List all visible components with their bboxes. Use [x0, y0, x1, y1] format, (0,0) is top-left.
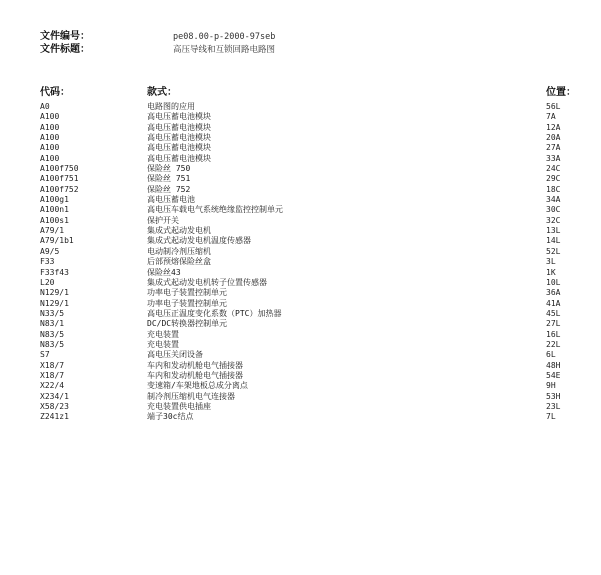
column-header-description: 款式：	[147, 87, 177, 98]
row-position: 53H	[546, 391, 561, 401]
list-item	[0, 392, 601, 402]
list-item	[0, 216, 601, 226]
row-code: A100	[40, 133, 60, 143]
row-position: 22L	[546, 339, 561, 349]
row-code: A100n1	[40, 205, 69, 215]
row-description: 保护开关	[147, 215, 179, 225]
list-item	[0, 143, 601, 153]
row-code: N83/5	[40, 329, 65, 339]
row-position: 9H	[546, 381, 556, 391]
row-description: 集成式起动发电机	[147, 226, 211, 236]
doc-number-row	[40, 31, 380, 43]
row-description: 车内和发动机舱电气插接器	[147, 360, 243, 370]
row-position: 1K	[546, 267, 556, 277]
row-code: Z241z1	[40, 412, 69, 422]
row-position: 13L	[546, 226, 561, 236]
row-code: X18/7	[40, 370, 65, 380]
row-description: 高电压蓄电池模块	[147, 133, 211, 143]
list-item	[0, 247, 601, 257]
column-header-position: 位置：	[546, 87, 576, 98]
list-item	[0, 205, 601, 215]
list-item	[0, 288, 601, 298]
column-header-code: 代码：	[40, 87, 70, 98]
row-position: 20A	[546, 133, 561, 143]
list-item	[0, 174, 601, 184]
row-position: 45L	[546, 308, 561, 318]
row-position: 54E	[546, 370, 561, 380]
row-code: L20	[40, 277, 55, 287]
row-description: 充电装置	[147, 339, 179, 349]
row-code: X18/7	[40, 360, 65, 370]
row-description: DC/DC转换器控制单元	[147, 319, 228, 329]
row-description: 高电压蓄电池模块	[147, 153, 211, 163]
row-position: 33A	[546, 153, 561, 163]
list-item	[0, 236, 601, 246]
row-description: 后部预熔保险丝盒	[147, 257, 211, 267]
row-description: 车内和发动机舱电气插接器	[147, 370, 243, 380]
row-position: 56L	[546, 102, 561, 111]
row-position: 30C	[546, 205, 561, 215]
list-item	[0, 319, 601, 329]
row-position: 27A	[546, 143, 561, 153]
parts-list	[0, 102, 601, 423]
row-description: 高电压蓄电池模块	[147, 143, 211, 153]
row-description: 高电压蓄电池模块	[147, 122, 211, 132]
row-position: 12A	[546, 122, 561, 132]
list-item	[0, 185, 601, 195]
row-description: 充电装置供电插座	[147, 401, 211, 411]
row-description: 高电压车载电气系统绝缘监控控制单元	[147, 205, 283, 215]
row-position: 10L	[546, 277, 561, 287]
row-code: A100	[40, 153, 60, 163]
row-position: 7A	[546, 112, 556, 122]
row-position: 27L	[546, 319, 561, 329]
row-code: A100	[40, 112, 60, 122]
row-position: 3L	[546, 257, 556, 267]
row-code: A79/1	[40, 226, 65, 236]
doc-number-label: 文件编号：	[40, 31, 90, 42]
row-code: A79/1b1	[40, 236, 74, 246]
row-position: 18C	[546, 184, 561, 194]
row-description: 电动制冷剂压缩机	[147, 246, 211, 256]
row-code: A100f752	[40, 184, 79, 194]
row-code: A100s1	[40, 215, 69, 225]
row-code: N129/1	[40, 298, 69, 308]
list-item	[0, 123, 601, 133]
row-code: N83/1	[40, 319, 65, 329]
row-code: F33	[40, 257, 55, 267]
row-description: 保险丝43	[147, 267, 181, 277]
list-item	[0, 340, 601, 350]
row-description: 功率电子装置控制单元	[147, 288, 227, 298]
list-item	[0, 154, 601, 164]
row-position: 29C	[546, 174, 561, 184]
list-item	[0, 361, 601, 371]
list-item	[0, 112, 601, 122]
list-item	[0, 381, 601, 391]
list-item	[0, 278, 601, 288]
row-code: X234/1	[40, 391, 69, 401]
row-code: N33/5	[40, 308, 65, 318]
row-code: A100	[40, 143, 60, 153]
row-position: 36A	[546, 288, 561, 298]
list-item	[0, 330, 601, 340]
row-position: 52L	[546, 246, 561, 256]
row-code: N83/5	[40, 339, 65, 349]
row-code: F33f43	[40, 267, 69, 277]
row-position: 7L	[546, 412, 556, 422]
row-code: A100f751	[40, 174, 79, 184]
row-description: 保险丝 751	[147, 174, 191, 184]
row-position: 48H	[546, 360, 561, 370]
row-description: 高电压正温度变化系数（PTC）加热器	[147, 308, 282, 318]
row-description: 保险丝 750	[147, 164, 191, 174]
row-position: 41A	[546, 298, 561, 308]
row-description: 功率电子装置控制单元	[147, 298, 227, 308]
row-description: 端子30c结点	[147, 412, 194, 422]
list-item	[0, 195, 601, 205]
row-code: A0	[40, 102, 50, 111]
row-description: 变速箱/车架地板总成分离点	[147, 381, 248, 391]
row-description: 制冷剂压缩机电气连接器	[147, 391, 235, 401]
row-position: 16L	[546, 329, 561, 339]
row-code: A9/5	[40, 246, 60, 256]
row-description: 充电装置	[147, 329, 179, 339]
list-item	[0, 102, 601, 112]
row-description: 集成式起动发电机转子位置传感器	[147, 277, 267, 287]
row-description: 高电压蓄电池模块	[147, 112, 211, 122]
list-item	[0, 371, 601, 381]
row-code: S7	[40, 350, 50, 360]
row-description: 集成式起动发电机温度传感器	[147, 236, 251, 246]
list-item	[0, 268, 601, 278]
row-position: 23L	[546, 401, 561, 411]
row-code: A100	[40, 122, 60, 132]
row-code: A100f750	[40, 164, 79, 174]
list-item	[0, 412, 601, 422]
row-code: X58/23	[40, 401, 69, 411]
list-item	[0, 309, 601, 319]
doc-title-value: 高压导线和互锁回路电路图	[173, 45, 276, 55]
row-position: 6L	[546, 350, 556, 360]
list-item	[0, 402, 601, 412]
row-code: X22/4	[40, 381, 65, 391]
list-item	[0, 350, 601, 360]
doc-title-row	[40, 44, 380, 56]
row-description: 电路图的应用	[147, 102, 195, 111]
row-description: 保险丝 752	[147, 184, 191, 194]
list-item	[0, 164, 601, 174]
list-item	[0, 133, 601, 143]
row-position: 14L	[546, 236, 561, 246]
list-item	[0, 299, 601, 309]
doc-title-label: 文件标题：	[40, 44, 90, 55]
row-code: N129/1	[40, 288, 69, 298]
row-description: 高电压蓄电池	[147, 195, 195, 205]
row-code: A100g1	[40, 195, 69, 205]
doc-number-value: pe08.00-p-2000-97seb	[173, 32, 276, 42]
row-description: 高电压关闭设备	[147, 350, 203, 360]
row-position: 24C	[546, 164, 561, 174]
row-position: 34A	[546, 195, 561, 205]
row-position: 32C	[546, 215, 561, 225]
list-item	[0, 257, 601, 267]
list-item	[0, 226, 601, 236]
